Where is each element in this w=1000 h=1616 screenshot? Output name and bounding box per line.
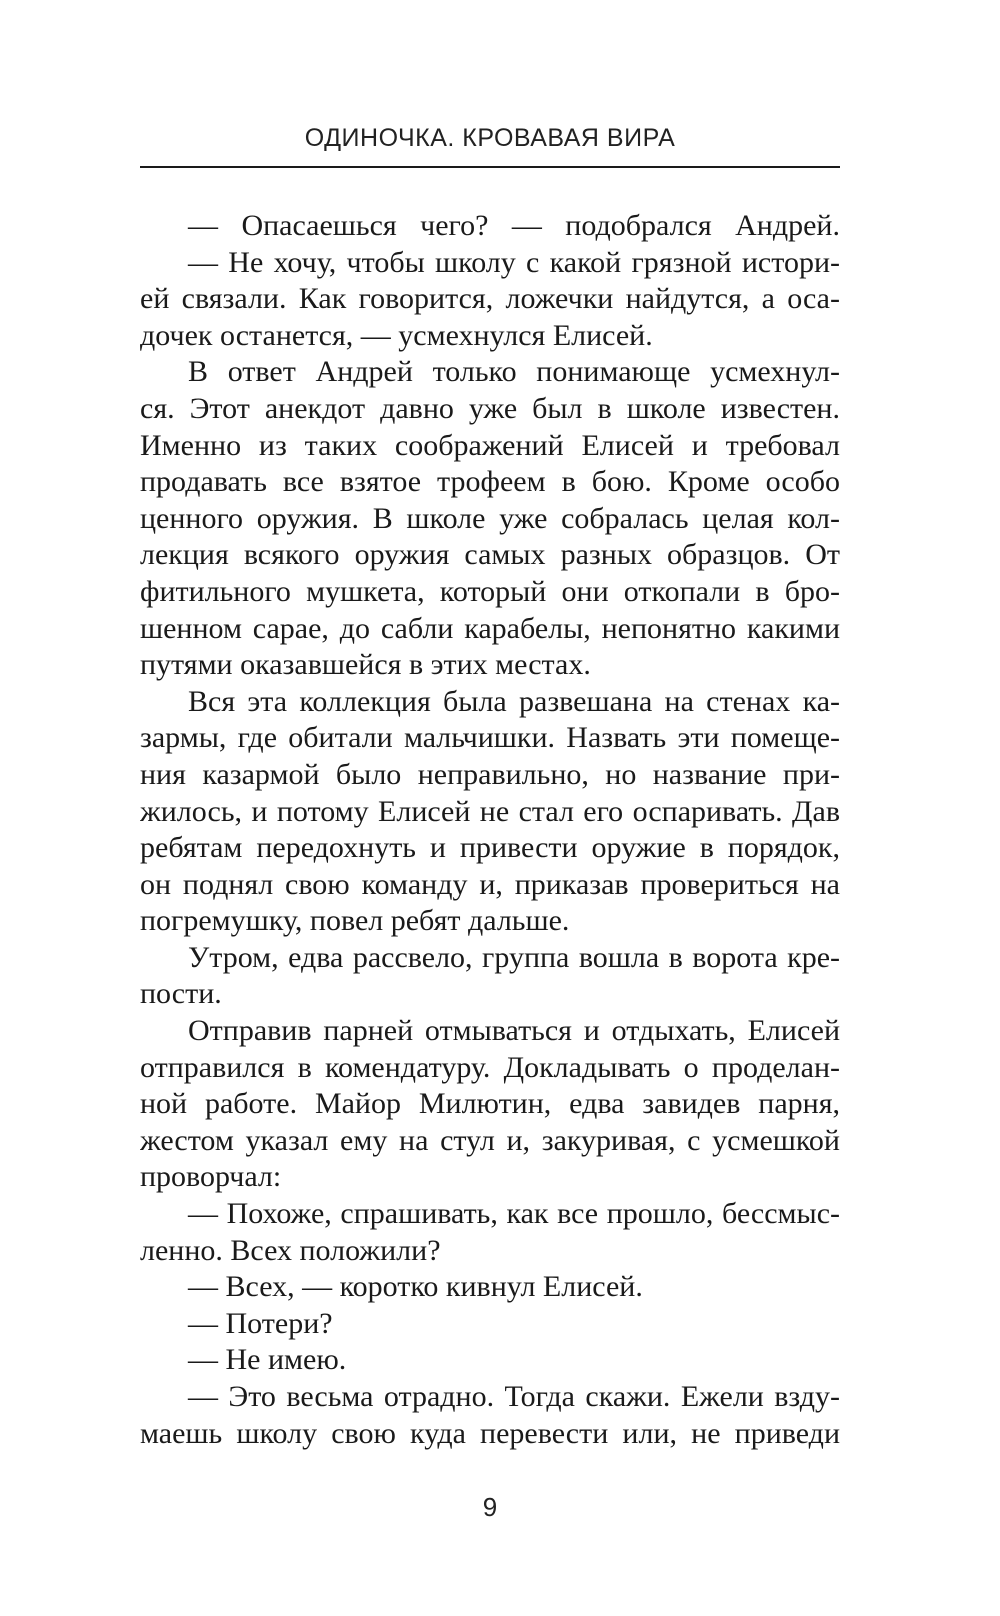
text-line: пости. [140, 977, 222, 1011]
text-line: проворчал: [140, 1160, 282, 1194]
text-line: — Похоже, спрашивать, как все прошло, бессмыс- [188, 1197, 840, 1231]
text-line: фитильного мушкета, который они откопали в бро- [140, 574, 840, 608]
text-line: жилось, и потому Елисей не стал его оспаривать. Дав [140, 794, 840, 828]
text-line: дочек останется, — усмехнулся Елисей. [140, 318, 653, 352]
running-head: ОДИНОЧКА. КРОВАВАЯ ВИРА [304, 124, 676, 152]
text-line: Вся эта коллекция была развешана на стенах ка- [188, 684, 840, 718]
text-line: жестом указал ему на стул и, закуривая, с усмешкой [140, 1123, 840, 1157]
text-line: Именно из таких соображений Елисей и требовал [140, 428, 840, 462]
text-line: Отправив парней отмываться и отдыхать, Елисей [188, 1014, 840, 1048]
text-line: — Не хочу, чтобы школу с какой грязной истори- [188, 245, 840, 279]
header-rule [140, 166, 840, 168]
text-line: — Опасаешься чего? — подобрался Андрей. [188, 209, 840, 242]
text-line: шенном сарае, до сабли карабелы, непонятно какими [140, 611, 840, 645]
text-line: погремушку, повел ребят дальше. [140, 904, 570, 938]
text-line: Утром, едва рассвело, группа вошла в ворота кре- [188, 940, 840, 974]
text-line: продавать все взятое трофеем в бою. Кроме особо [140, 465, 840, 499]
text-line: лекция всякого оружия самых разных образцов. От [140, 538, 840, 572]
text-line: ребятам передохнуть и привести оружие в порядок, [140, 831, 840, 865]
text-line: отправился в комендатуру. Докладывать о проделан- [140, 1050, 840, 1084]
text-line: маешь школу свою куда перевести или, не приведи [140, 1416, 840, 1450]
text-line: — Потери? [188, 1306, 333, 1340]
text-line: ленно. Всех положили? [140, 1233, 441, 1267]
page-number: 9 [482, 1492, 498, 1522]
text-line: ся. Этот анекдот давно уже был в школе известен. [140, 391, 840, 425]
text-line: ей связали. Как говорится, ложечки найдутся, а оса- [140, 282, 840, 316]
text-line: — Это весьма отрадно. Тогда скажи. Ежели взду- [188, 1380, 840, 1413]
text-line: ценного оружия. В школе уже собралась целая кол- [140, 501, 840, 535]
text-line: ния казармой было неправильно, но название при- [140, 757, 840, 791]
text-line: зармы, где обитали мальчишки. Назвать эти помеще- [140, 721, 840, 755]
text-line: В ответ Андрей только понимающе усмехнул- [188, 355, 840, 389]
body-text [140, 208, 840, 1452]
text-line: он поднял свою команду и, приказав провериться на [140, 867, 840, 901]
text-line: — Всех, — коротко кивнул Елисей. [188, 1270, 643, 1304]
text-line: — Не имею. [188, 1343, 347, 1377]
text-line: ной работе. Майор Милютин, едва завидев парня, [140, 1087, 840, 1121]
text-line: путями оказавшейся в этих местах. [140, 648, 591, 682]
